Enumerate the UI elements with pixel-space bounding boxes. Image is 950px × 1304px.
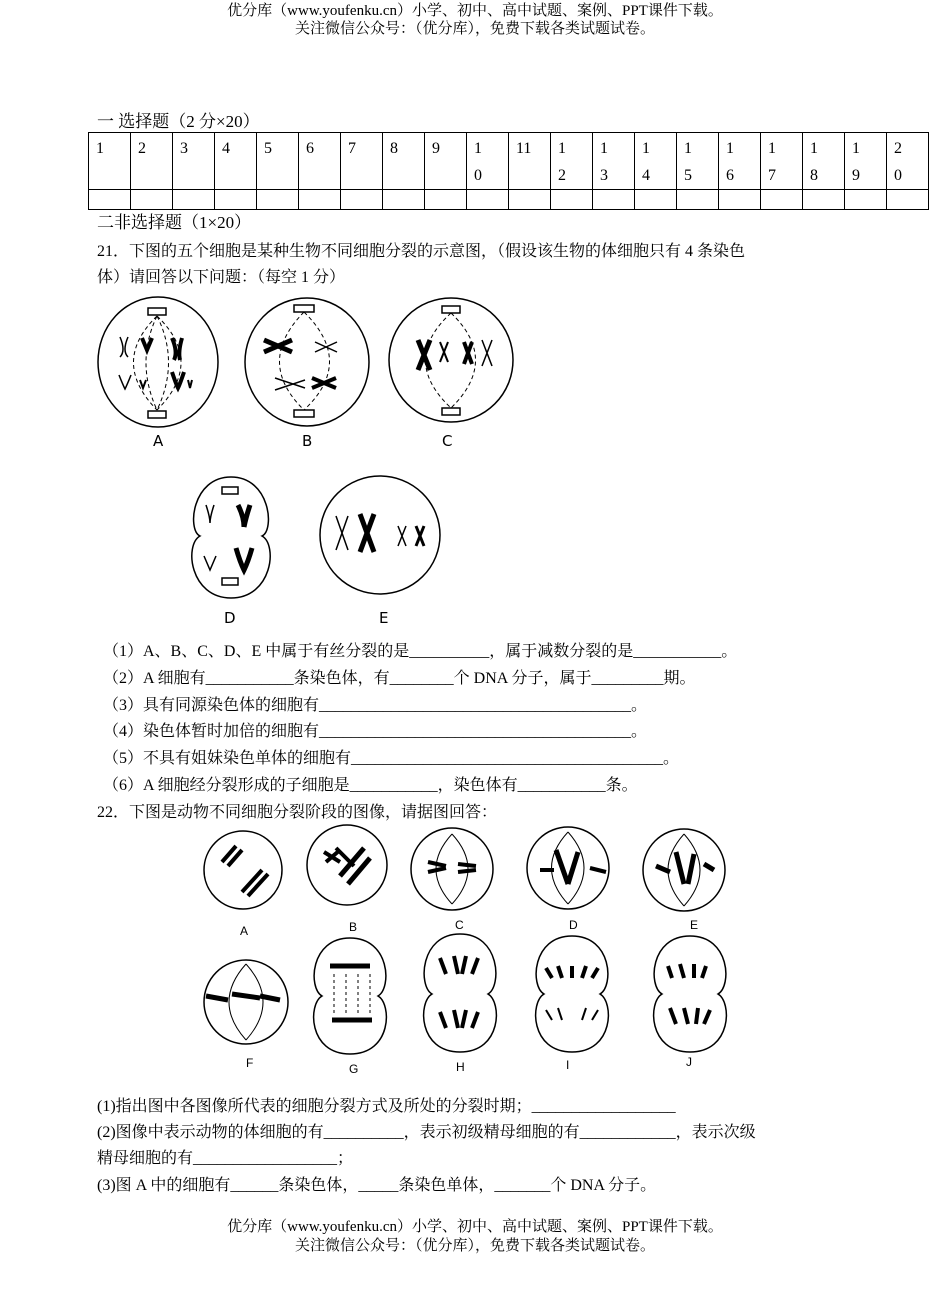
q22-label-e: E <box>690 918 699 932</box>
q22-label-d: D <box>569 918 578 932</box>
q21-stem-line1: 21．下图的五个细胞是某种生物不同细胞分裂的示意图，（假设该生物的体细胞只有 4 条染色 <box>97 243 746 260</box>
q22-stem: 22．下图是动物不同细胞分裂阶段的图像，请据图回答： <box>97 804 498 821</box>
q22-cell-f <box>204 960 288 1044</box>
answer-number-text: 1 <box>684 140 692 157</box>
q21-sub1: （1）A、B、C、D、E 中属于有丝分裂的是__________，属于减数分裂的是___________。 <box>103 643 738 660</box>
q21-label-d: D <box>224 609 236 627</box>
q21-label-c: C <box>442 432 453 450</box>
answer-number-text: 1 <box>810 140 818 157</box>
q22-label-j: J <box>686 1055 692 1069</box>
answer-number-text: 6 <box>726 167 734 184</box>
answer-number-text: 1 <box>852 140 860 157</box>
q22-cell-j <box>654 936 727 1052</box>
answer-number-text: 3 <box>180 140 188 157</box>
q22-label-b: B <box>349 920 358 934</box>
q22-cell-i <box>536 936 609 1052</box>
q21-label-b: B <box>302 432 313 450</box>
page-footer-line1: 优分库（www.youfenku.cn）小学、初中、高中试题、案例、PPT课件下载。 <box>227 1219 723 1235</box>
q21-label-e: E <box>379 609 389 627</box>
page-header-line1: 优分库（www.youfenku.cn）小学、初中、高中试题、案例、PPT课件下载。 <box>227 3 723 19</box>
answer-number-text: 4 <box>642 167 650 184</box>
section1-title: 一 选择题（2 分×20） <box>97 112 260 131</box>
answer-number-text: 8 <box>390 140 398 157</box>
q22-cell-d <box>527 827 609 909</box>
answer-number-text: 0 <box>474 167 482 184</box>
answer-number-text: 1 <box>768 140 776 157</box>
answer-number-text: 9 <box>432 140 440 157</box>
q21-stem-line2: 体）请回答以下问题：（每空 1 分） <box>97 269 346 286</box>
answer-number-text: 8 <box>810 167 818 184</box>
q22-sub2-line1: (2)图像中表示动物的体细胞的有__________，表示初级精母细胞的有____________，表示次级 <box>97 1124 756 1141</box>
answer-number-text: 1 <box>600 140 608 157</box>
q22-cell-b <box>307 825 387 905</box>
page-footer-line2: 关注微信公众号：（优分库），免费下载各类试题试卷。 <box>294 1238 655 1254</box>
q21-sub3: （3）具有同源染色体的细胞有_______________________________________。 <box>103 697 648 714</box>
q22-cell-e <box>643 829 725 911</box>
q22-label-c: C <box>455 918 464 932</box>
q22-cell-h <box>424 934 497 1052</box>
q22-sub1: (1)指出图中各图像所代表的细胞分裂方式及所处的分裂时期；__________________ <box>97 1098 676 1115</box>
q22-label-g: G <box>349 1062 359 1076</box>
answer-number-text: 2 <box>138 140 146 157</box>
answer-number-text: 5 <box>684 167 692 184</box>
answer-number-text: 4 <box>222 140 230 157</box>
q21-label-a: A <box>153 432 164 450</box>
q22-cell-c <box>411 828 493 910</box>
answer-number-text: 1 <box>96 140 104 157</box>
section2-title: 二非选择题（1×20） <box>97 213 252 232</box>
answer-number-text: 6 <box>306 140 314 157</box>
answer-number-text: 0 <box>894 167 902 184</box>
answer-number-text: 2 <box>894 140 902 157</box>
answer-number-text: 7 <box>768 167 776 184</box>
q21-sub5: （5）不具有姐妹染色单体的细胞有_______________________________________。 <box>103 750 680 767</box>
answer-number-text: 5 <box>264 140 272 157</box>
q21-sub2: （2）A 细胞有___________条染色体，有________个 DNA 分子，属于_________期。 <box>103 670 696 687</box>
q22-label-a: A <box>240 924 249 938</box>
page-header-line2: 关注微信公众号：（优分库），免费下载各类试题试卷。 <box>294 21 655 37</box>
answer-number-text: 1 <box>726 140 734 157</box>
q22-cell-g <box>314 938 387 1054</box>
answer-number-text: 7 <box>348 140 356 157</box>
q22-sub3: (3)图 A 中的细胞有______条染色体，_____条染色单体，_______个 DNA 分子。 <box>97 1177 657 1194</box>
answer-number-text: 3 <box>600 167 608 184</box>
q21-sub4: （4）染色体暂时加倍的细胞有_______________________________________。 <box>103 723 648 740</box>
answer-number-text: 11 <box>516 140 532 157</box>
q22-label-i: I <box>566 1058 570 1072</box>
q22-cell-a <box>204 831 282 909</box>
q22-label-h: H <box>456 1060 465 1074</box>
q21-sub6: （6）A 细胞经分裂形成的子细胞是___________，染色体有___________条。 <box>103 777 638 794</box>
q22-sub2-line2: 精母细胞的有__________________； <box>97 1150 354 1167</box>
answer-number-text: 1 <box>642 140 650 157</box>
answer-number-text: 1 <box>474 140 482 157</box>
answer-number-text: 9 <box>852 167 860 184</box>
answer-number-text: 1 <box>558 140 566 157</box>
q22-label-f: F <box>246 1056 254 1070</box>
answer-number-text: 2 <box>558 167 566 184</box>
